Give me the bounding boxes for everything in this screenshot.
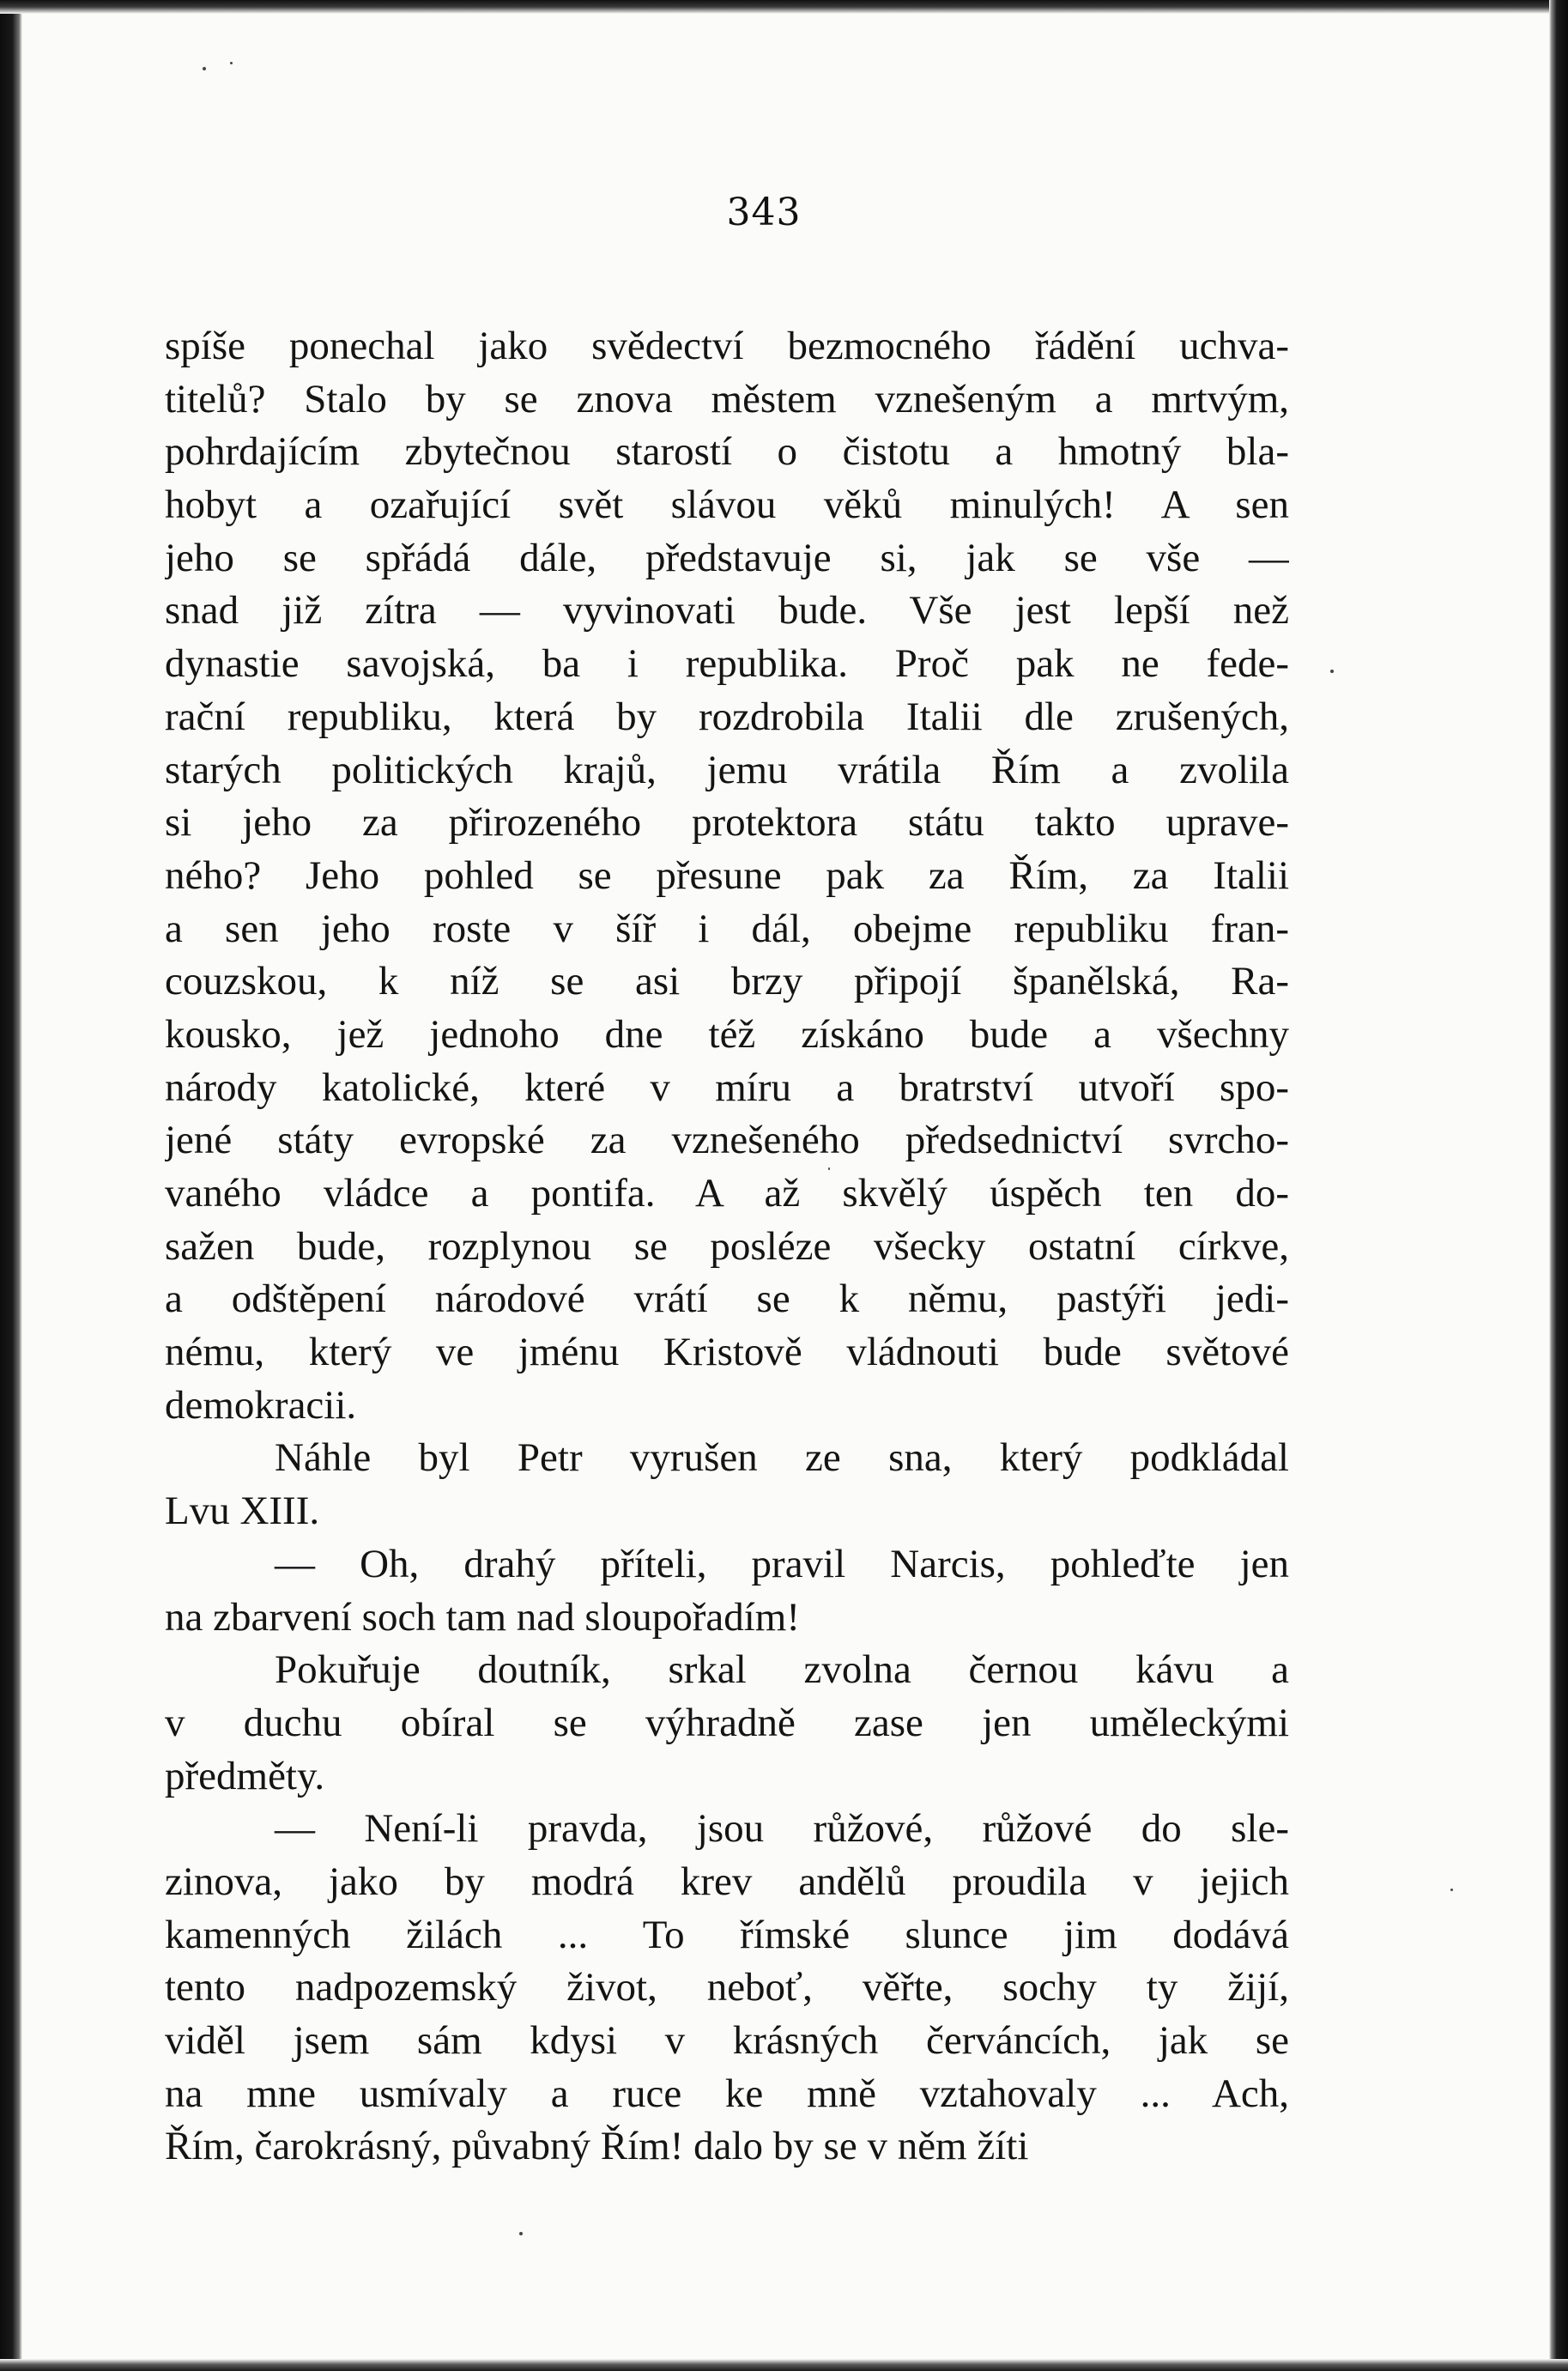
text-line: vaného vládce a pontifa. A až skvělý úspěch ten do- (165, 1171, 1289, 1216)
text-line: viděl jsem sám kdysi v krásných červáncích, jak se (165, 2018, 1289, 2063)
scan-speck (230, 62, 233, 64)
text-line: a sen jeho roste v šíř i dál, obejme republiku fran- (165, 906, 1289, 951)
text-line: starých politických krajů, jemu vrátila Řím a zvolila (165, 747, 1289, 792)
scan-speck (203, 67, 206, 70)
scan-edge-left (0, 0, 22, 2371)
text-line: nému, který ve jménu Kristově vládnouti bude světové (165, 1330, 1289, 1375)
text-line: jeho se spřádá dále, představuje si, jak se vše — (165, 535, 1289, 580)
text-line: — Není-li pravda, jsou růžové, růžové do sle- (275, 1806, 1289, 1852)
text-line: a odštěpení národové vrátí se k němu, pastýři jedi- (165, 1276, 1289, 1322)
text-line: předměty. (165, 1753, 325, 1798)
scan-edge-bottom (0, 2359, 1568, 2371)
text-line: titelů? Stalo by se znova městem vznešeným a mrtvým, (165, 376, 1289, 421)
scan-speck (519, 2232, 523, 2235)
text-line: pohrdajícím zbytečnou starostí o čistotu a hmotný bla- (165, 429, 1289, 475)
text-line: demokracii. (165, 1382, 357, 1428)
text-line: Pokuřuje doutník, srkal zvolna černou kávu a (275, 1647, 1289, 1693)
text-line: si jeho za přirozeného protektora státu takto uprave- (165, 800, 1289, 846)
text-line: na mne usmívaly a ruce ke mně vztahovaly ... Ach, (165, 2071, 1289, 2116)
body-text (165, 320, 1289, 2174)
page-number: 343 (726, 191, 802, 234)
text-line: hobyt a ozařující svět slávou věků minulých! A sen (165, 482, 1289, 528)
text-line: na zbarvení soch tam nad sloupořadím! (165, 1594, 801, 1640)
text-line: rační republiku, která by rozdrobila Italii dle zrušených, (165, 694, 1289, 739)
text-line: ného? Jeho pohled se přesune pak za Řím, za Italii (165, 852, 1289, 898)
text-line: kamenných žilách ... To římské slunce jim dodává (165, 1912, 1289, 1957)
text-line: sažen bude, rozplynou se posléze všecky ostatní církve, (165, 1223, 1289, 1269)
text-line: dynastie savojská, ba i republika. Proč pak ne fede- (165, 641, 1289, 687)
text-line: Lvu XIII. (165, 1489, 320, 1534)
text-line: couzskou, k níž se asi brzy připojí španělská, Ra- (165, 959, 1289, 1004)
text-line: Náhle byl Petr vyrušen ze sna, který podkládal (275, 1435, 1289, 1481)
scan-speck (1330, 670, 1334, 673)
scan-edge-right (1549, 0, 1568, 2371)
scan-edge-top (0, 0, 1568, 14)
text-line: snad již zítra — vyvinovati bude. Vše jest lepší než (165, 588, 1289, 634)
scan-speck (1450, 1889, 1453, 1891)
text-line: tento nadpozemský život, neboť, věřte, sochy ty žijí, (165, 1965, 1289, 2010)
text-line: zinova, jako by modrá krev andělů proudila v jejich (165, 1859, 1289, 1904)
text-line: — Oh, drahý příteli, pravil Narcis, pohleďte jen (275, 1541, 1289, 1586)
text-line: národy katolické, které v míru a bratrství utvoří spo- (165, 1064, 1289, 1110)
text-line: kousko, jež jednoho dne též získáno bude a všechny (165, 1011, 1289, 1057)
text-line: v duchu obíral se výhradně zase jen uměleckými (165, 1700, 1289, 1745)
text-line: jené státy evropské za vznešeného předsednictví svrcho- (165, 1118, 1289, 1163)
text-line: Řím, čarokrásný, půvabný Řím! dalo by se v něm žíti (165, 2124, 1029, 2169)
text-line: spíše ponechal jako svědectví bezmocného řádění uchva- (165, 324, 1289, 368)
